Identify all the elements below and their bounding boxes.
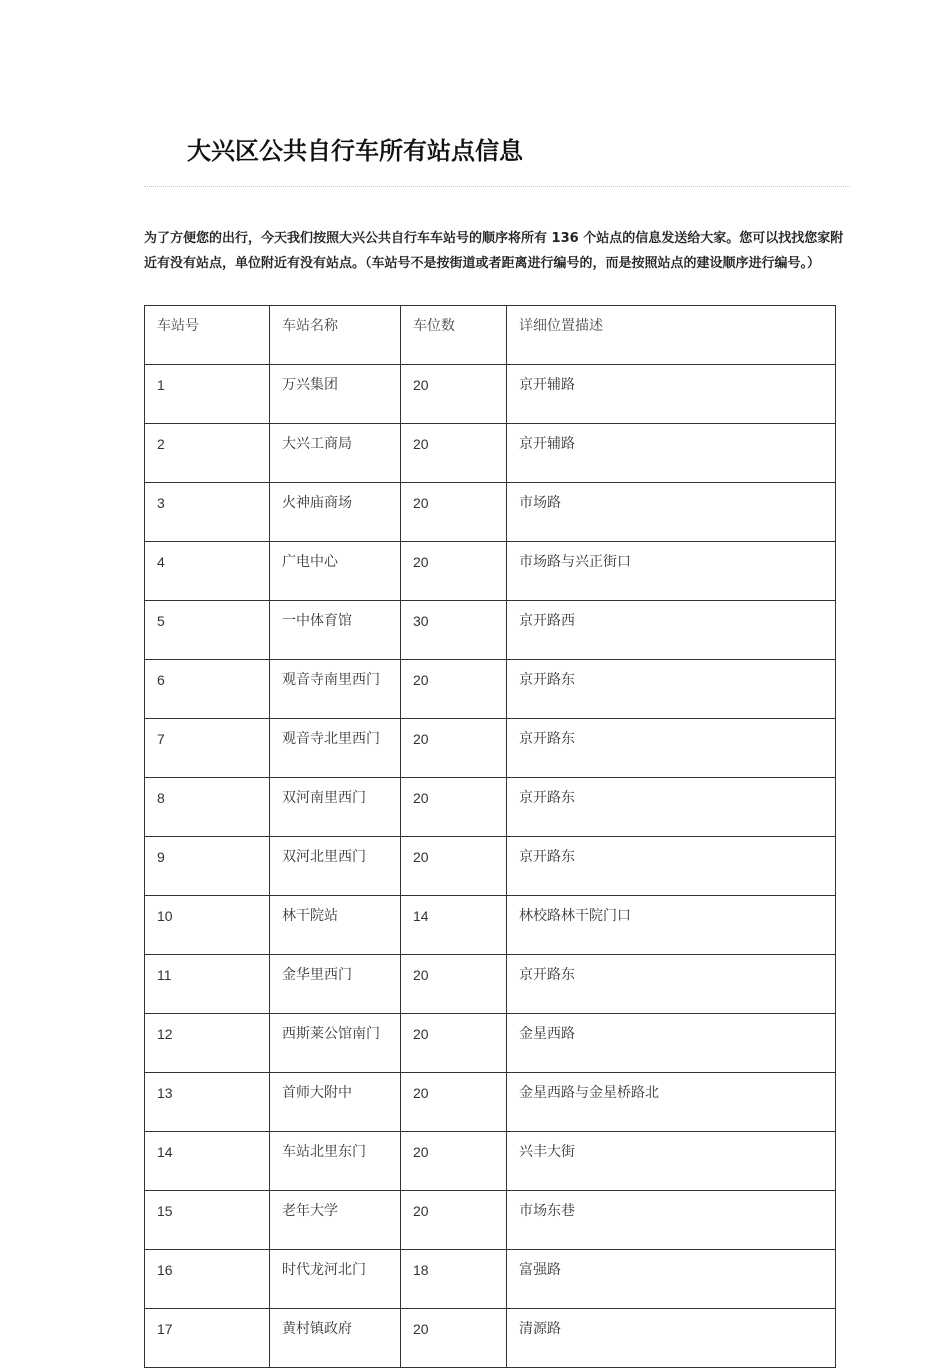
stations-table [144,305,836,1368]
table-row [145,483,836,542]
location-cell: 京开路西 [507,601,836,660]
table-row [145,365,836,424]
header-location-description: 详细位置描述 [507,306,836,365]
table-header-row [145,306,836,365]
station-number-cell: 17 [145,1309,270,1368]
location-cell: 京开路东 [507,955,836,1014]
dock-count-cell: 20 [401,955,507,1014]
station-name-cell: 火神庙商场 [270,483,401,542]
station-number-cell: 1 [145,365,270,424]
station-number-cell: 12 [145,1014,270,1073]
table-row [145,837,836,896]
table-row [145,1073,836,1132]
title-divider [144,186,850,187]
header-station-name: 车站名称 [270,306,401,365]
station-number-cell: 16 [145,1250,270,1309]
station-number-cell: 5 [145,601,270,660]
dock-count-cell: 20 [401,1014,507,1073]
station-name-cell: 观音寺北里西门 [270,719,401,778]
dock-count-cell: 20 [401,837,507,896]
dock-count-cell: 20 [401,1309,507,1368]
location-cell: 市场路 [507,483,836,542]
station-number-cell: 8 [145,778,270,837]
table-row [145,1014,836,1073]
location-cell: 京开路东 [507,778,836,837]
station-name-cell: 双河南里西门 [270,778,401,837]
station-number-cell: 4 [145,542,270,601]
dock-count-cell: 14 [401,896,507,955]
dock-count-cell: 30 [401,601,507,660]
location-cell: 金星西路与金星桥路北 [507,1073,836,1132]
page-title: 大兴区公共自行车所有站点信息 [187,137,523,165]
station-name-cell: 金华里西门 [270,955,401,1014]
table-row [145,1191,836,1250]
intro-paragraph [144,226,852,276]
station-name-cell: 西斯莱公馆南门 [270,1014,401,1073]
table-row [145,1132,836,1191]
station-name-cell: 老年大学 [270,1191,401,1250]
dock-count-cell: 20 [401,365,507,424]
station-name-cell: 万兴集团 [270,365,401,424]
station-name-cell: 广电中心 [270,542,401,601]
station-name-cell: 双河北里西门 [270,837,401,896]
location-cell: 林校路林干院门口 [507,896,836,955]
table-row [145,719,836,778]
table-row [145,955,836,1014]
dock-count-cell: 20 [401,1073,507,1132]
station-number-cell: 14 [145,1132,270,1191]
station-name-cell: 时代龙河北门 [270,1250,401,1309]
header-station-number: 车站号 [145,306,270,365]
location-cell: 京开路东 [507,660,836,719]
table-row [145,424,836,483]
station-name-cell: 观音寺南里西门 [270,660,401,719]
dock-count-cell: 20 [401,424,507,483]
location-cell: 金星西路 [507,1014,836,1073]
station-number-cell: 2 [145,424,270,483]
location-cell: 富强路 [507,1250,836,1309]
station-name-cell: 黄村镇政府 [270,1309,401,1368]
table-row [145,660,836,719]
table-row [145,896,836,955]
station-number-cell: 10 [145,896,270,955]
table-row [145,1250,836,1309]
station-number-cell: 6 [145,660,270,719]
station-number-cell: 11 [145,955,270,1014]
table-row [145,1309,836,1368]
table-row [145,542,836,601]
dock-count-cell: 20 [401,1191,507,1250]
station-name-cell: 林干院站 [270,896,401,955]
station-number-cell: 3 [145,483,270,542]
dock-count-cell: 20 [401,719,507,778]
station-name-cell: 大兴工商局 [270,424,401,483]
location-cell: 市场东巷 [507,1191,836,1250]
header-dock-count: 车位数 [401,306,507,365]
dock-count-cell: 18 [401,1250,507,1309]
table-row [145,778,836,837]
dock-count-cell: 20 [401,483,507,542]
dock-count-cell: 20 [401,1132,507,1191]
location-cell: 市场路与兴正街口 [507,542,836,601]
station-number-cell: 7 [145,719,270,778]
station-number-cell: 15 [145,1191,270,1250]
location-cell: 京开辅路 [507,424,836,483]
intro-text: 为了方便您的出行，今天我们按照大兴公共自行车车站号的顺序将所有 136 个站点的信息发送给大家。您可以找找您家附近有没有站点，单位附近有没有站点。（车站号不是按街道或者距离进行编号的，而是按照站点的建设顺序进行编号。） [144,231,844,271]
location-cell: 京开路东 [507,719,836,778]
location-cell: 京开路东 [507,837,836,896]
station-name-cell: 一中体育馆 [270,601,401,660]
location-cell: 兴丰大街 [507,1132,836,1191]
station-name-cell: 车站北里东门 [270,1132,401,1191]
dock-count-cell: 20 [401,778,507,837]
dock-count-cell: 20 [401,542,507,601]
dock-count-cell: 20 [401,660,507,719]
station-number-cell: 13 [145,1073,270,1132]
table-row [145,601,836,660]
station-name-cell: 首师大附中 [270,1073,401,1132]
location-cell: 清源路 [507,1309,836,1368]
location-cell: 京开辅路 [507,365,836,424]
station-number-cell: 9 [145,837,270,896]
